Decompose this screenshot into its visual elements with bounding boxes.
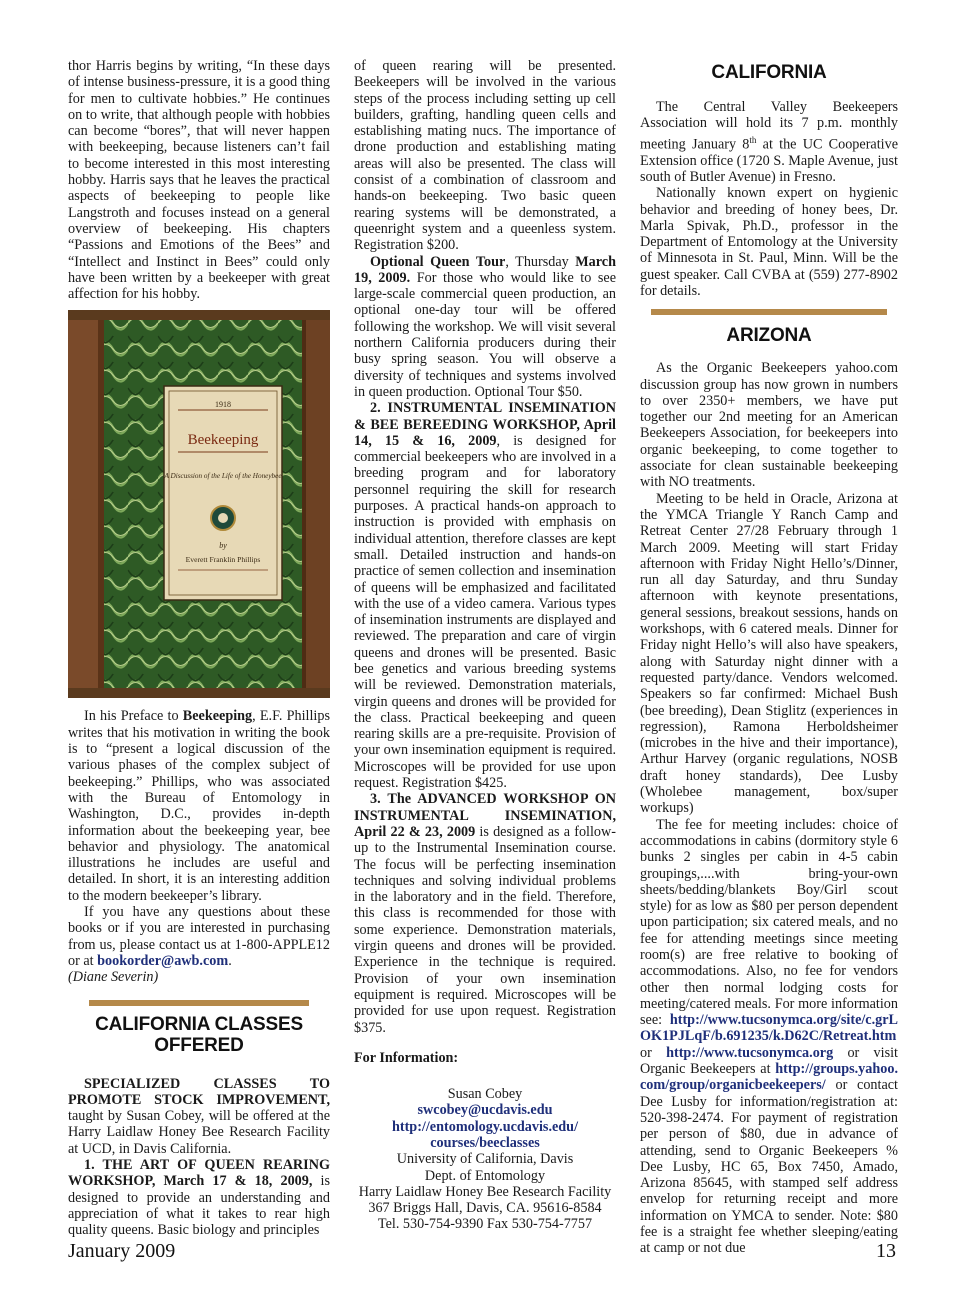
page-number: 13	[876, 1240, 896, 1262]
footer-date: January 2009	[68, 1240, 176, 1262]
preface-book-title: Beekeeping	[182, 708, 253, 725]
column-right	[640, 58, 898, 1257]
organic-beekeepers-group-link[interactable]: http://groups.yahoo.com/group/organicbeekeepers/	[640, 1061, 898, 1094]
info-label: For Information:	[354, 1049, 459, 1066]
california-classes-heading: CALIFORNIA CLASSES OFFERED	[95, 1013, 303, 1056]
arizona-heading: ARIZONA	[726, 325, 812, 347]
section-divider	[651, 309, 887, 315]
queen-rearing-paragraph: 1. THE ART OF QUEEN REARING WORKSHOP, March 17 & 18, 2009, is designed to provide an understanding and appreciation of what it takes to rear high quality queens. Basic biology and principles	[68, 1156, 330, 1239]
contact-address: 367 Briggs Hall, Davis, CA. 95616-8584	[368, 1200, 602, 1217]
meeting-details-paragraph: Meeting to be held in Oracle, Arizona at the YMCA Triangle Y Ranch Camp and Retreat Center 27/28 February through 1 March 2009. Meeting will start Friday afternoon with Friday Night Hello’s/Dinner, run all day Saturday, and thru Sunday afternoon with keynote presentations, general sessions, breakout sessions, hands on workshops, with 6 catered meals. Dinner for Friday night Hello’s will also have speakers, along with Saturday night dinner with a requested party/dance. Vendors welcomed. Speakers so far confirmed: Michael Bush (bee breeding), Dean Stiglitz (experiences in regression), Ramona Herboldsheimer (microbes in the hive and their importance), Arthur Harvey (organic regulations, NOSB draft honey standards), Dee Lusby (Wholebee management, box/super workups)	[640, 490, 898, 817]
bookorder-email-link[interactable]: bookorder@awb.com	[97, 952, 229, 969]
column-middle	[354, 58, 616, 1233]
book-title: Beekeeping	[187, 432, 259, 449]
contact-url-link[interactable]: http://entomology.ucdavis.edu/ courses/beeclasses	[391, 1118, 579, 1151]
section-divider	[89, 1000, 309, 1006]
california-heading: CALIFORNIA	[711, 62, 827, 83]
book-cover-image	[68, 310, 330, 698]
column-left	[68, 58, 330, 1238]
contact-block	[354, 1086, 616, 1233]
preface-paragraph: In his Preface to Beekeeping, E.F. Phillips writes that his motivation in writing the book is to “present a logical discussion of the various phases of the complex subject of beekeeping.” Phillips, who was associated with the Bureau of Entomology in Washington, D.C., provides in-depth information about the beekeeping year, bee behavior and physiology. The anatomical illustrations he includes are useful and detailed. In short, it is an interesting addition to the modern beekeeper’s library.	[68, 708, 330, 904]
contact-department: Dept. of Entomology	[424, 1167, 546, 1184]
tucson-ymca-link[interactable]: http://www.tucsonymca.org	[666, 1044, 834, 1061]
book-author: Everett Franklin Phillips	[185, 555, 261, 565]
book-by: by	[219, 541, 227, 551]
contact-name: Susan Cobey	[447, 1086, 523, 1103]
cvba-meeting-paragraph: The Central Valley Beekeepers Association will hold its 7 p.m. monthly meeting January 8th at the UC Cooperative Extension office (1720 S. Maple Avenue, just south of Butler Avenue) in Fresno.	[640, 99, 898, 185]
review-signature: (Diane Severin)	[68, 969, 159, 986]
contact-email-link[interactable]: swcobey@ucdavis.edu	[417, 1102, 553, 1119]
book-year: 1918	[215, 400, 231, 410]
questions-paragraph: If you have any questions about these books or if you are interested in purchasing from us, please contact us at 1-800-APPLE12 or at bookorder@awb.com.	[68, 904, 330, 969]
review-intro-paragraph: thor Harris begins by writing, “In these days of intense business-pressure, it is a good thing for men to cultivate hobbies.” He continues on to write, that although people with hobbies can become “bores”, that will never happen with beekeeping, because listeners can’t fail to become interested in this most interesting hobby. Harris says that he leaves the practical aspects of beekeeping to people like Langstroth and focuses instead on a general overview of beekeeping. His chapters “Passions and Emotions of the Bees” and “Intellect and Instinct in Bees” could only have been written by a beekeeper with great affection for his hobby.	[68, 58, 330, 303]
contact-facility: Harry Laidlaw Honey Bee Research Facility	[358, 1183, 612, 1200]
specialized-classes-paragraph: SPECIALIZED CLASSES TO PROMOTE STOCK IMPROVEMENT, taught by Susan Cobey, will be offered at the Harry Laidlaw Honey Bee Research Facility at UCD, in Davis California.	[68, 1075, 330, 1157]
cvba-speaker-paragraph: Nationally known expert on hygienic behavior and breeding of honey bees, Dr. Marla Spivak, Ph.D., professor in the Department of Entomology at the University of Minnesota in St. Paul, Minn. Will be the guest speaker. Call CVBA at (559) 277-8902 for details.	[640, 185, 898, 299]
contact-phone: Tel. 530-754-9390 Fax 530-754-7757	[377, 1216, 593, 1233]
organic-beekeepers-paragraph: As the Organic Beekeepers yahoo.com discussion group has now grown in numbers to over 2350+ members, we have put together our 2nd meeting for an American Beekeepers Association, for beekeepers into organic beekeeping, to come together to associate for clean sustainable beekeeping with NO treatments.	[640, 360, 898, 491]
book-subtitle: A Discussion of the Life of the Honeybee	[164, 472, 282, 481]
tucson-ymca-retreat-link[interactable]: http://www.tucsonymca.org/site/c.grLOK1PJLqF/b.691235/k.D62C/Retreat.htm	[640, 1012, 898, 1045]
insemination-workshop-paragraph: 2. INSTRUMENTAL INSEMINATION & BEE BEREEDING WORKSHOP, April 14, 15 & 16, 2009, is designed for commercial beekeepers who are involved in a breeding program and for laboratory personnel requiring the skill for research purposes. A practical hands-on approach to instruction is provided with emphasis on individual attention, therefore classes are kept small. Detailed instruction and hands-on practice of semen collection and insemination of queens will be emphasized and facilitated with the use of a video camera. Various types of insemination instruments are displayed and reviewed. The preparation and care of virgin queens and drones will be presented. Basic bee genetics and various breeding systems will be reviewed. Demonstration materials, virgin queens and drones will be provided for the class. Practical beekeeping and queen rearing skills are a pre-requisite. Provision of your own insemination equipment is required. Microscopes will be provided for use upon request. Registration $425.	[354, 400, 616, 792]
queen-rearing-continued: of queen rearing will be presented. Beekeepers will be involved in the various steps of the process including setting up cell builders, grafting, handling queen cells and establishing mating nucs. The importance of drone production and establishing mating areas will also be presented. The class will consist of a combination of classroom and hands-on beekeeping. Two basic queen rearing systems will be demonstrated, a queenright system and a queenless system. Registration $200.	[354, 58, 616, 254]
contact-university: University of California, Davis	[396, 1151, 574, 1168]
advanced-workshop-paragraph: 3. The ADVANCED WORKSHOP ON INSTRUMENTAL INSEMINATION, April 22 & 23, 2009 is designed as a follow-up to the Instrumental Insemination course. The focus will be perfecting insemination techniques and solving individual problems in the laboratory and in the field. Therefore, this class is recommended for those with some experience. Demonstration materials, virgin queens and drones will be provided. Experience in the technique is required. Provision of your own insemination equipment is required. Microscopes will be provided for use upon request. Registration $375.	[354, 791, 617, 1036]
queen-tour-paragraph: Optional Queen Tour, Thursday March 19, 2009. For those who would like to see large-scale commercial queen production, an optional one-day tour will be offered following the workshop. We will visit several northern California producers during their busy spring season. You will observe a diversity of techniques and systems involved in queen production. Optional Tour $50.	[354, 253, 617, 400]
meeting-fee-paragraph: The fee for meeting includes: choice of accommodations in cabins (dormitory style 6 bunks 2 singles per cabin in 4-5 cabin groupings,....with bring-your-own sheets/bedding/blankets Boy/Girl scout style) for as low as $80 per person dependent upon participation; six catered meals, and no fee for attending meetings since meeting room(s) are free relative to booking of accommodations. Also, no fee for vendors other then normal lodging costs for meeting/catered meals. For more information see: http://www.tucsonymca.org/site/c.grLOK1PJLqF/b.691235/k.D62C/Retreat.htm or http://www.tucsonymca.org or visit Organic Beekeepers at http://groups.yahoo.com/group/organicbeekeepers/ or contact Dee Lusby for information/registration at: 520-398-2474. For payment of registration per person of $80, due in advance of attending, send to Organic Beekeepers % Dee Lusby, HC 65, Box 7450, Amado, Arizona 85645, with stamped self address envelop for returning receipt and more information on YMCA to sender. Note: $80 fee is a straight fee whether sleeping/eating at camp or not due	[640, 816, 898, 1257]
